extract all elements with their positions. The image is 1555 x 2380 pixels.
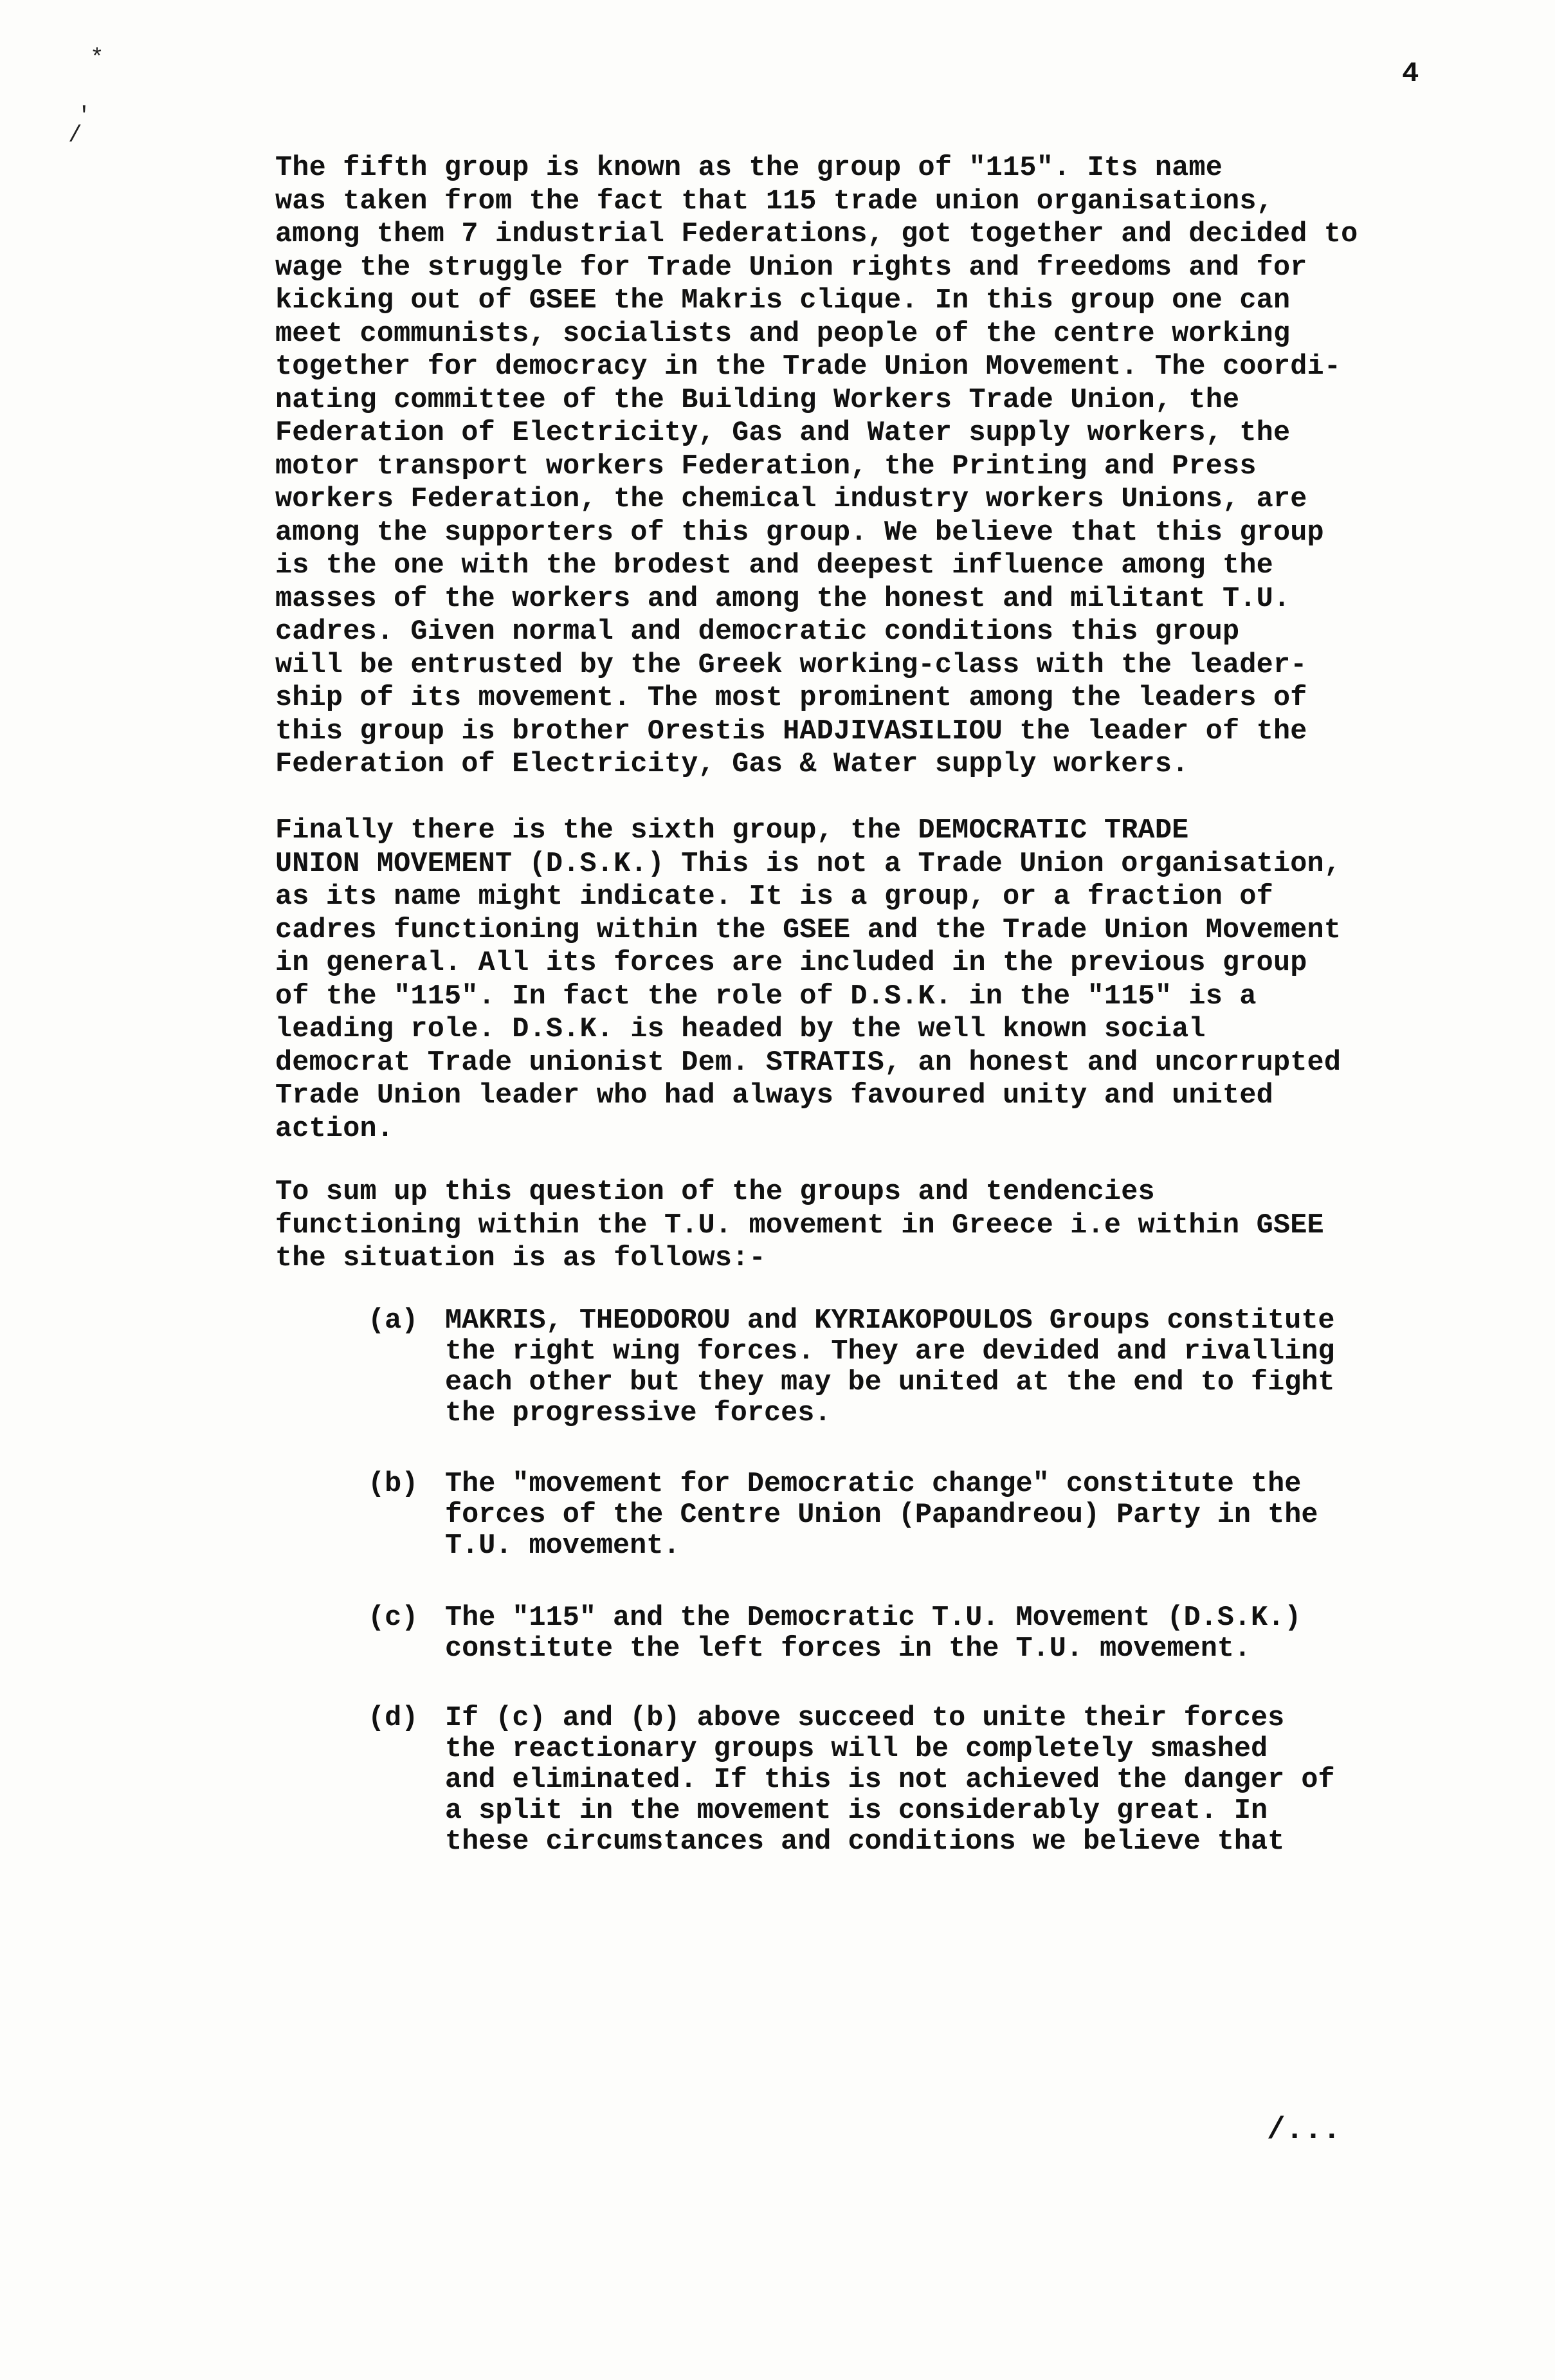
continuation-mark: /... [1267,2113,1341,2148]
summary-item-text: If (c) and (b) above succeed to unite their forces the reactionary groups will be completely smashed and eliminated. If this is not achieved the danger of a split in the movement is considerably great. In these circumstances and conditions we believe that [445,1703,1335,1858]
summary-item-a [368,1305,1335,1429]
margin-mark-top: * [90,45,104,71]
summary-item-text: The "115" and the Democratic T.U. Movement (D.S.K.) constitute the left forces in the T.U. movement. [445,1602,1302,1665]
margin-mark-tick: ' [77,103,91,129]
summary-item-label: (d) [368,1703,419,1734]
paragraph-summary-intro: To sum up this question of the groups and tendencies functioning within the T.U. movement in Greece i.e within GSEE the situation is as follows:- [275,1176,1324,1274]
paragraph-fifth-group: The fifth group is known as the group of "115". Its name was taken from the fact that 115 trade union organisations, among them 7 industrial Federations, got together and decided to wage the struggle for Trade Union rights and freedoms and for kicking out of GSEE the Makris clique. In this group one can meet communists, socialists and people of the centre working together for democracy in the Trade Union Movement. The coordi- nating committee of the Building Workers Trade Union, the Federation of Electricity, Gas and Water supply workers, the motor transport workers Federation, the Printing and Press workers Federation, the chemical industry workers Unions, are among the supporters of this group. We believe that this group is the one with the brodest and deepest influence among the masses of the workers and among the honest and militant T.U. cadres. Given normal and democratic conditions this group will be entrusted by the Greek working-class with the leader- ship of its movement. The most prominent among the leaders of this group is brother Orestis HADJIVASILIOU the leader of the Federation of Electricity, Gas & Water supply workers. [275,152,1358,780]
summary-item-d [368,1703,1335,1858]
page-number: 4 [1402,58,1419,90]
summary-item-b [368,1469,1318,1593]
margin-mark-slash: / [68,122,82,149]
paragraph-sixth-group: Finally there is the sixth group, the DEMOCRATIC TRADE UNION MOVEMENT (D.S.K.) This is not a Trade Union organisation, as its name might indicate. It is a group, or a fraction of cadres functioning within the GSEE and the Trade Union Movement in general. All its forces are included in the previous group of the "115". In fact the role of D.S.K. in the "115" is a leading role. D.S.K. is headed by the well known social democrat Trade unionist Dem. STRATIS, an honest and uncorrupted Trade Union leader who had always favoured unity and united action. [275,815,1341,1145]
summary-item-text: The "movement for Democratic change" constitute the forces of the Centre Union (Papandreou) Party in the T.U. movement. [445,1469,1318,1562]
summary-item-text: MAKRIS, THEODOROU and KYRIAKOPOULOS Groups constitute the right wing forces. They are devided and rivalling each other but they may be united at the end to fight the progressive forces. [445,1305,1335,1429]
summary-item-label: (a) [368,1305,419,1337]
summary-item-label: (c) [368,1602,419,1634]
summary-item-label: (b) [368,1469,419,1500]
